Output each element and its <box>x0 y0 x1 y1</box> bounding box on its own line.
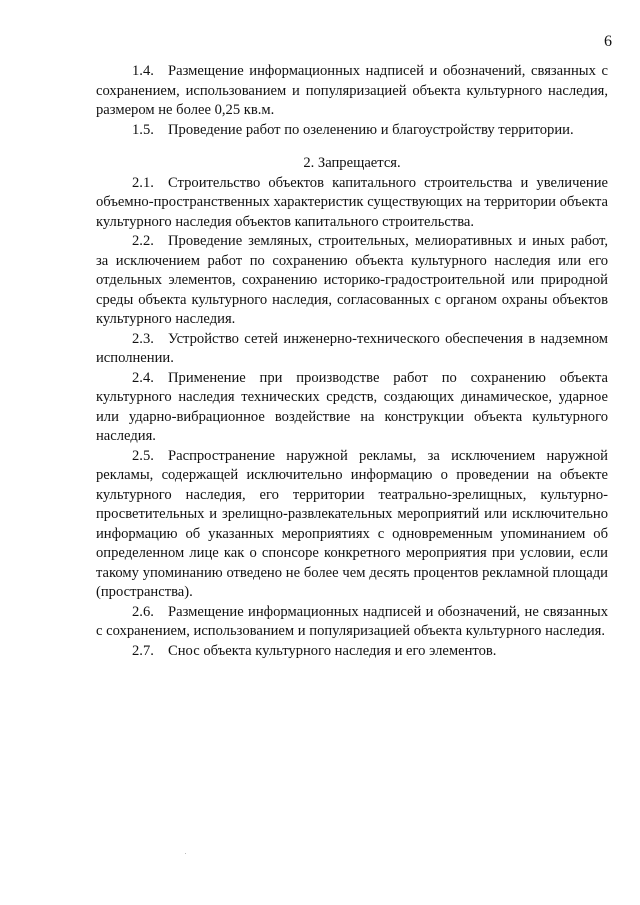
item-text: Распространение наружной рекламы, за исключением наружной рекламы, содержащей исключительно информацию о проведении на объекте культурного наследия, его территории театрально-зрелищных, культурно-просветительных и зрелищно-развлекательных мероприятий или исключительно информацию об указанных мероприятиях с одновременным упоминанием об определенном лице как о спонсоре конкретного мероприятия при условии, если такому упоминанию отведено не более чем десять процентов рекламной площади (пространства). <box>96 447 608 600</box>
item-text: Размещение информационных надписей и обозначений, связанных с сохранением, использованием и популяризацией объекта культурного наследия, размером не более 0,25 кв.м. <box>96 63 608 118</box>
list-item-2-6 <box>96 603 608 642</box>
page-number: 6 <box>604 33 612 50</box>
item-text: Устройство сетей инженерно-технического обеспечения в надземном исполнении. <box>96 330 608 366</box>
list-item-1-4 <box>96 62 608 121</box>
item-number: 2.5. <box>132 447 154 464</box>
list-item-2-2 <box>96 232 608 330</box>
item-text: Проведение земляных, строительных, мелиоративных и иных работ, за исключением работ по сохранению объекта культурного наследия или его отдельных элементов, сохранению историко-градостроительной или природной среды объекта культурного наследия, согласованных с органом охраны объектов культурного наследия. <box>96 233 608 327</box>
item-text: Проведение работ по озеленению и благоустройству территории. <box>168 121 574 138</box>
list-item-2-4 <box>96 369 608 447</box>
item-number: 2.7. <box>132 642 154 659</box>
item-text: Строительство объектов капитального строительства и увеличение объемно-пространственных характеристик существующих на территории объекта культурного наследия объектов капитального строительства. <box>96 174 608 230</box>
item-number: 1.4. <box>132 63 154 79</box>
list-item-2-5 <box>96 447 608 603</box>
section-heading: 2. Запрещается. <box>303 155 401 171</box>
item-number: 2.3. <box>132 330 154 347</box>
item-number: 2.2. <box>132 233 154 249</box>
item-text: Применение при производстве работ по сохранению объекта культурного наследия технических средств, создающих динамическое, ударное или ударно-вибрационное воздействие на конструкции объекта культурного наследия. <box>96 369 608 444</box>
scan-speck <box>185 853 186 854</box>
item-number: 1.5. <box>132 121 154 138</box>
list-item-2-1 <box>96 174 608 233</box>
list-item-1-5 <box>96 121 608 141</box>
item-number: 2.4. <box>132 369 154 386</box>
item-text: Размещение информационных надписей и обозначений, не связанных с сохранением, использованием и популяризацией объекта культурного наследия. <box>96 603 608 639</box>
item-number: 2.1. <box>132 174 154 191</box>
item-number: 2.6. <box>132 603 154 620</box>
list-item-2-3 <box>96 330 608 369</box>
item-text: Снос объекта культурного наследия и его элементов. <box>168 642 497 659</box>
document-body <box>96 62 608 661</box>
list-item-2-7 <box>96 642 608 662</box>
